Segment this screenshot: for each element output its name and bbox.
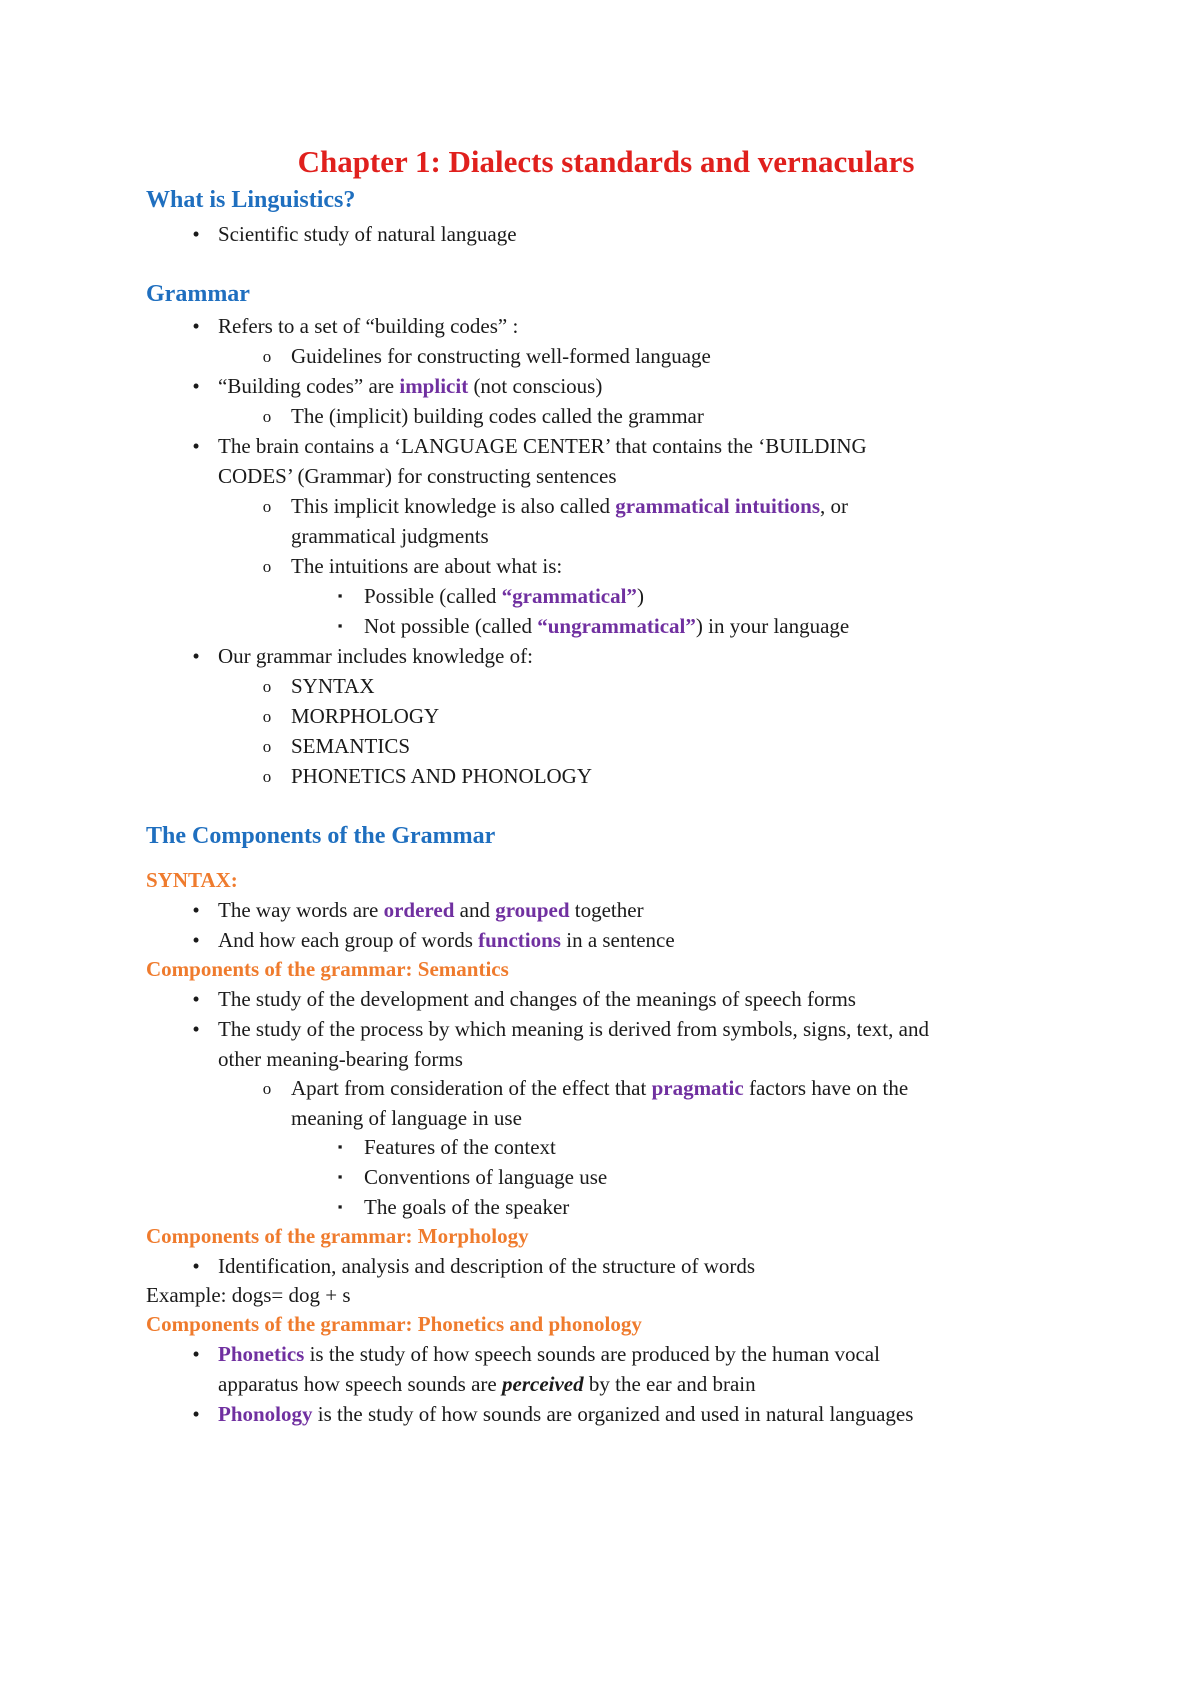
heading-semantics: Components of the grammar: Semantics xyxy=(146,957,509,981)
emphasis-grouped: grouped xyxy=(495,898,570,922)
list-item: “Building codes” are implicit (not conscious) xyxy=(218,374,603,398)
list-item-continuation: CODES’ (Grammar) for constructing sentences xyxy=(218,464,617,488)
list-item: MORPHOLOGY xyxy=(291,704,440,728)
list-item: This implicit knowledge is also called grammatical intuitions, or xyxy=(291,494,849,518)
list-item: The intuitions are about what is: xyxy=(291,554,563,578)
bullet-marker: o xyxy=(262,767,272,786)
emphasis-perceived: perceived xyxy=(502,1372,584,1396)
list-item: PHONETICS AND PHONOLOGY xyxy=(291,764,593,788)
bullet-marker: o xyxy=(262,1079,272,1098)
heading-what-is-linguistics: What is Linguistics? xyxy=(146,187,356,213)
bullet-marker: ▪ xyxy=(337,1199,343,1214)
bullet-marker: ▪ xyxy=(337,1139,343,1154)
heading-morphology: Components of the grammar: Morphology xyxy=(146,1224,529,1248)
emphasis-ordered: ordered xyxy=(383,898,455,922)
list-item: Apart from consideration of the effect that pragmatic factors have on the xyxy=(291,1076,909,1100)
list-item-continuation: meaning of language in use xyxy=(291,1106,522,1130)
list-item: The way words are ordered and grouped together xyxy=(218,898,644,922)
bullet-marker: • xyxy=(192,222,200,246)
list-item: Not possible (called “ungrammatical”) in your language xyxy=(364,614,850,638)
bullet-marker: • xyxy=(192,374,200,398)
heading-components-of-grammar: The Components of the Grammar xyxy=(146,823,496,849)
bullet-marker: o xyxy=(262,677,272,696)
emphasis-pragmatic: pragmatic xyxy=(651,1076,744,1100)
bullet-marker: o xyxy=(262,347,272,366)
list-item: The (implicit) building codes called the grammar xyxy=(291,404,704,428)
bullet-marker: o xyxy=(262,707,272,726)
list-item: The brain contains a ‘LANGUAGE CENTER’ that contains the ‘BUILDING xyxy=(218,434,867,458)
example-line: Example: dogs= dog + s xyxy=(146,1283,351,1307)
list-item: The study of the process by which meaning is derived from symbols, signs, text, and xyxy=(218,1017,929,1041)
emphasis-ungrammatical: “ungrammatical” xyxy=(537,614,696,638)
bullet-marker: • xyxy=(192,644,200,668)
bullet-marker: • xyxy=(192,928,200,952)
emphasis-phonology: Phonology xyxy=(218,1402,313,1426)
list-item: SYNTAX xyxy=(291,674,375,698)
list-item: Refers to a set of “building codes” : xyxy=(218,314,519,338)
bullet-marker: • xyxy=(192,898,200,922)
emphasis-grammatical-intuitions: grammatical intuitions xyxy=(615,494,821,518)
list-item: Identification, analysis and description of the structure of words xyxy=(218,1254,756,1278)
emphasis-phonetics: Phonetics xyxy=(218,1342,305,1366)
heading-syntax: SYNTAX: xyxy=(146,868,238,892)
list-item: The study of the development and changes of the meanings of speech forms xyxy=(218,987,856,1011)
bullet-marker: • xyxy=(192,314,200,338)
list-item: Features of the context xyxy=(364,1135,556,1159)
bullet-marker: • xyxy=(192,1342,200,1366)
list-item: Conventions of language use xyxy=(364,1165,608,1189)
list-item: The goals of the speaker xyxy=(364,1195,570,1219)
emphasis-functions: functions xyxy=(478,928,561,952)
list-item: Scientific study of natural language xyxy=(218,222,517,246)
list-item: Phonology is the study of how sounds are organized and used in natural languages xyxy=(218,1402,914,1426)
emphasis-implicit: implicit xyxy=(399,374,469,398)
bullet-marker: • xyxy=(192,1402,200,1426)
list-item-continuation: grammatical judgments xyxy=(291,524,489,548)
list-item: SEMANTICS xyxy=(291,734,411,758)
list-item-continuation: apparatus how speech sounds are perceived by the ear and brain xyxy=(218,1372,756,1396)
list-item: Our grammar includes knowledge of: xyxy=(218,644,533,668)
bullet-marker: • xyxy=(192,1254,200,1278)
list-item: Guidelines for constructing well-formed language xyxy=(291,344,711,368)
bullet-marker: • xyxy=(192,1017,200,1041)
bullet-marker: ▪ xyxy=(337,1169,343,1184)
bullet-marker: o xyxy=(262,557,272,576)
bullet-marker: o xyxy=(262,497,272,516)
list-item-continuation: other meaning-bearing forms xyxy=(218,1047,463,1071)
list-item: And how each group of words functions in a sentence xyxy=(218,928,675,952)
bullet-marker: ▪ xyxy=(337,618,343,633)
heading-phonetics-phonology: Components of the grammar: Phonetics and phonology xyxy=(146,1312,642,1336)
list-item: Phonetics is the study of how speech sounds are produced by the human vocal xyxy=(218,1342,880,1366)
list-item: Possible (called “grammatical”) xyxy=(364,584,644,608)
bullet-marker: o xyxy=(262,737,272,756)
chapter-title: Chapter 1: Dialects standards and vernaculars xyxy=(297,144,915,179)
emphasis-grammatical: “grammatical” xyxy=(501,584,637,608)
bullet-marker: • xyxy=(192,987,200,1011)
bullet-marker: ▪ xyxy=(337,588,343,603)
bullet-marker: o xyxy=(262,407,272,426)
heading-grammar: Grammar xyxy=(146,281,250,307)
bullet-marker: • xyxy=(192,434,200,458)
